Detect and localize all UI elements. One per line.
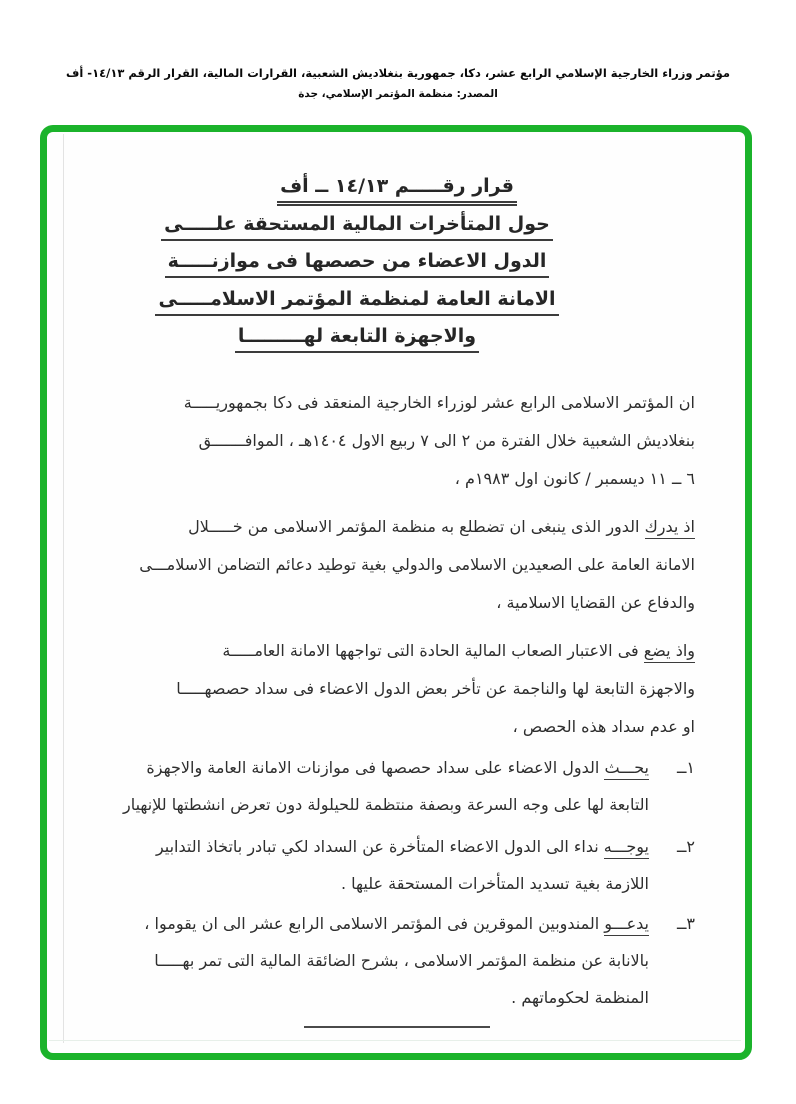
source-header-line2: المصدر: منظمة المؤتمر الإسلامي، جدة	[298, 88, 498, 100]
item-line: بالانابة عن منظمة المؤتمر الاسلامى ، بشرح الضائقة المالية التى تمر بهـــــا	[154, 950, 649, 970]
item-line: اللازمة بغية تسديد المتأخرات المستحقة عليها .	[341, 873, 649, 893]
preamble-paragraph-2	[99, 508, 695, 622]
operative-item-1	[99, 749, 695, 823]
title-line-5: والاجهزة التابعة لهـــــــــا	[99, 318, 615, 356]
paragraph-line: والاجهزة التابعة لها والناجمة عن تأخر بعض الدول الاعضاء فى سداد حصصهـــــا	[176, 678, 695, 698]
item-number: ٢ــ	[677, 836, 695, 856]
paragraph-line: اذ يدرك الدور الذى ينبغى ان تضطلع به منظمة المؤتمر الاسلامى من خـــــلال	[99, 508, 695, 546]
title-line-4: الامانة العامة لمنظمة المؤتمر الاسلامـــــى	[99, 281, 615, 319]
end-separator-line	[304, 1026, 490, 1028]
paragraph-line: او عدم سداد هذه الحصص ،	[512, 716, 695, 736]
paragraph-lead: اذ يدرك	[645, 517, 695, 539]
operative-item-3	[99, 905, 695, 1016]
title-line-2: حول المتأخرات المالية المستحقة علـــــى	[99, 206, 615, 244]
item-line: يوجـــه نداء الى الدول الاعضاء المتأخرة عن السداد لكي تبادر باتخاذ التدابير	[99, 828, 649, 865]
paragraph-line: الامانة العامة على الصعيدين الاسلامى والدولي بغية توطيد دعائم التضامن الاسلامـــى	[139, 554, 695, 574]
item-line: يدعـــو المندوبين الموقرين فى المؤتمر الاسلامى الرابع عشر الى ان يقوموا ،	[99, 905, 649, 942]
preamble-paragraph-1	[99, 384, 695, 498]
preamble-paragraph-3	[99, 632, 695, 746]
paragraph-line: ان المؤتمر الاسلامى الرابع عشر لوزراء الخارجية المنعقد فى دكا بجمهوريـــــة	[183, 392, 695, 412]
paragraph-lead: واذ يضع	[644, 641, 695, 663]
item-line: يحـــث الدول الاعضاء على سداد حصصها فى موازنات الامانة العامة والاجهزة	[99, 749, 649, 786]
document-frame	[40, 125, 752, 1060]
item-line: التابعة لها على وجه السرعة وبصفة منتظمة للحيلولة دون تعرض انشطتها للإنهيار	[122, 794, 649, 814]
paragraph-line: واذ يضع فى الاعتبار الصعاب المالية الحادة التى تواجهها الامانة العامـــــة	[99, 632, 695, 670]
resolution-title	[99, 168, 615, 356]
source-header-line1: مؤتمر وزراء الخارجية الإسلامي الرابع عشر، دكا، جمهورية بنغلاديش الشعبية، القرارات المالية، القرار الرقم ١٤/١٣- أف	[66, 66, 730, 80]
paragraph-line: والدفاع عن القضايا الاسلامية ،	[496, 592, 695, 612]
title-line-3: الدول الاعضاء من حصصها فى موازنـــــة	[99, 243, 615, 281]
item-lead: يحـــث	[604, 758, 649, 780]
operative-item-2	[99, 828, 695, 902]
item-lead: يوجـــه	[604, 837, 649, 859]
resolution-document	[47, 132, 745, 1053]
source-header	[0, 66, 796, 100]
item-line: المنظمة لحكوماتهم .	[511, 987, 649, 1007]
item-number: ٣ــ	[677, 913, 695, 933]
title-line-1: قرار رقـــــم ١٤/١٣ ــ أف	[139, 168, 655, 206]
item-number: ١ــ	[677, 757, 695, 777]
paragraph-line: بنغلاديش الشعبية خلال الفترة من ٢ الى ٧ ربيع الاول ١٤٠٤هـ ، الموافـــــــق	[198, 430, 695, 450]
item-lead: يدعـــو	[604, 914, 649, 936]
paragraph-line: ٦ ــ ١١ ديسمبر / كانون اول ١٩٨٣م ،	[454, 468, 695, 488]
